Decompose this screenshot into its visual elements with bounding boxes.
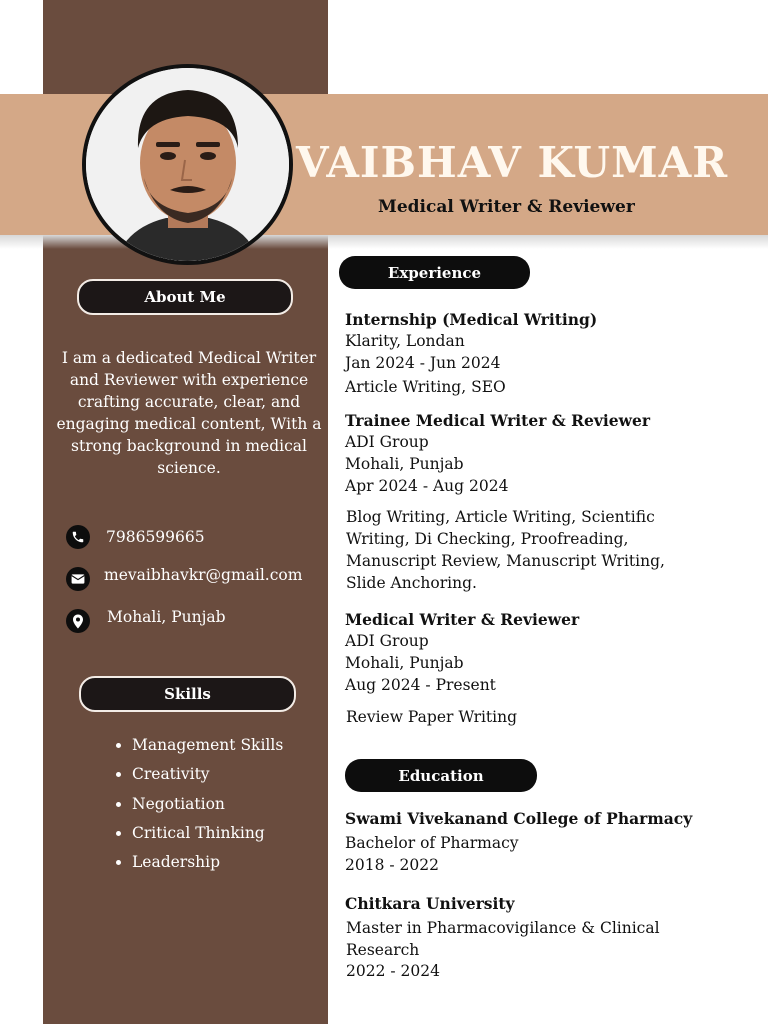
experience-dates: Jan 2024 - Jun 2024: [345, 354, 501, 372]
profile-photo: [82, 64, 293, 265]
skill-item: • Creativity: [132, 763, 283, 792]
experience-role: Internship (Medical Writing): [345, 310, 598, 329]
education-dates: 2022 - 2024: [346, 962, 440, 980]
education-heading: [345, 759, 537, 792]
phone-number: 7986599665: [106, 528, 205, 546]
skill-item: • Critical Thinking: [132, 822, 283, 851]
education-school: Swami Vivekanand College of Pharmacy: [345, 809, 693, 828]
experience-org: Klarity, Londan: [345, 332, 465, 350]
location-pin-icon: [66, 609, 90, 633]
experience-location: Mohali, Punjab: [345, 455, 464, 473]
skills-heading: [79, 676, 296, 712]
experience-role: Trainee Medical Writer & Reviewer: [345, 411, 651, 430]
skill-item: • Management Skills: [132, 734, 283, 763]
experience-details: Article Writing, SEO: [345, 378, 506, 396]
education-heading-label: Education: [398, 766, 484, 785]
portrait-illustration: [86, 68, 289, 261]
experience-details: Review Paper Writing: [346, 708, 518, 726]
skills-list: [112, 734, 283, 880]
education-dates: 2018 - 2022: [345, 856, 439, 874]
skill-item: • Leadership: [132, 851, 283, 880]
experience-org: ADI Group: [345, 433, 429, 451]
candidate-title: Medical Writer & Reviewer: [378, 197, 635, 217]
phone-icon: [66, 525, 90, 549]
experience-dates: Apr 2024 - Aug 2024: [345, 477, 509, 495]
email-icon: [66, 567, 90, 591]
education-school: Chitkara University: [345, 894, 515, 913]
education-degree: Master in Pharmacovigilance & Clinical Research: [346, 919, 660, 959]
skills-heading-label: Skills: [164, 685, 211, 703]
experience-heading-label: Experience: [387, 263, 482, 282]
about-me-heading: [77, 279, 293, 315]
email-address[interactable]: mevaibhavkr@gmail.com: [104, 566, 303, 584]
location-text: Mohali, Punjab: [107, 608, 226, 626]
experience-org: ADI Group: [345, 632, 429, 650]
about-me-heading-label: About Me: [144, 288, 226, 306]
experience-location: Mohali, Punjab: [345, 654, 464, 672]
skill-item: • Negotiation: [132, 793, 283, 822]
candidate-name: VAIBHAV KUMAR: [296, 138, 729, 187]
about-me-text: I am a dedicated Medical Writer and Reviewer with experience crafting accurate, clear, and engaging medical content, With a strong background in medical science.: [56, 349, 322, 477]
experience-dates: Aug 2024 - Present: [345, 676, 496, 694]
experience-details: Blog Writing, Article Writing, Scientific Writing, Di Checking, Proofreading, Manuscript Review, Manuscript Writing, Slide Anchoring.: [346, 508, 665, 592]
experience-heading: [339, 256, 530, 289]
education-degree: Bachelor of Pharmacy: [345, 834, 519, 852]
experience-role: Medical Writer & Reviewer: [345, 610, 580, 629]
